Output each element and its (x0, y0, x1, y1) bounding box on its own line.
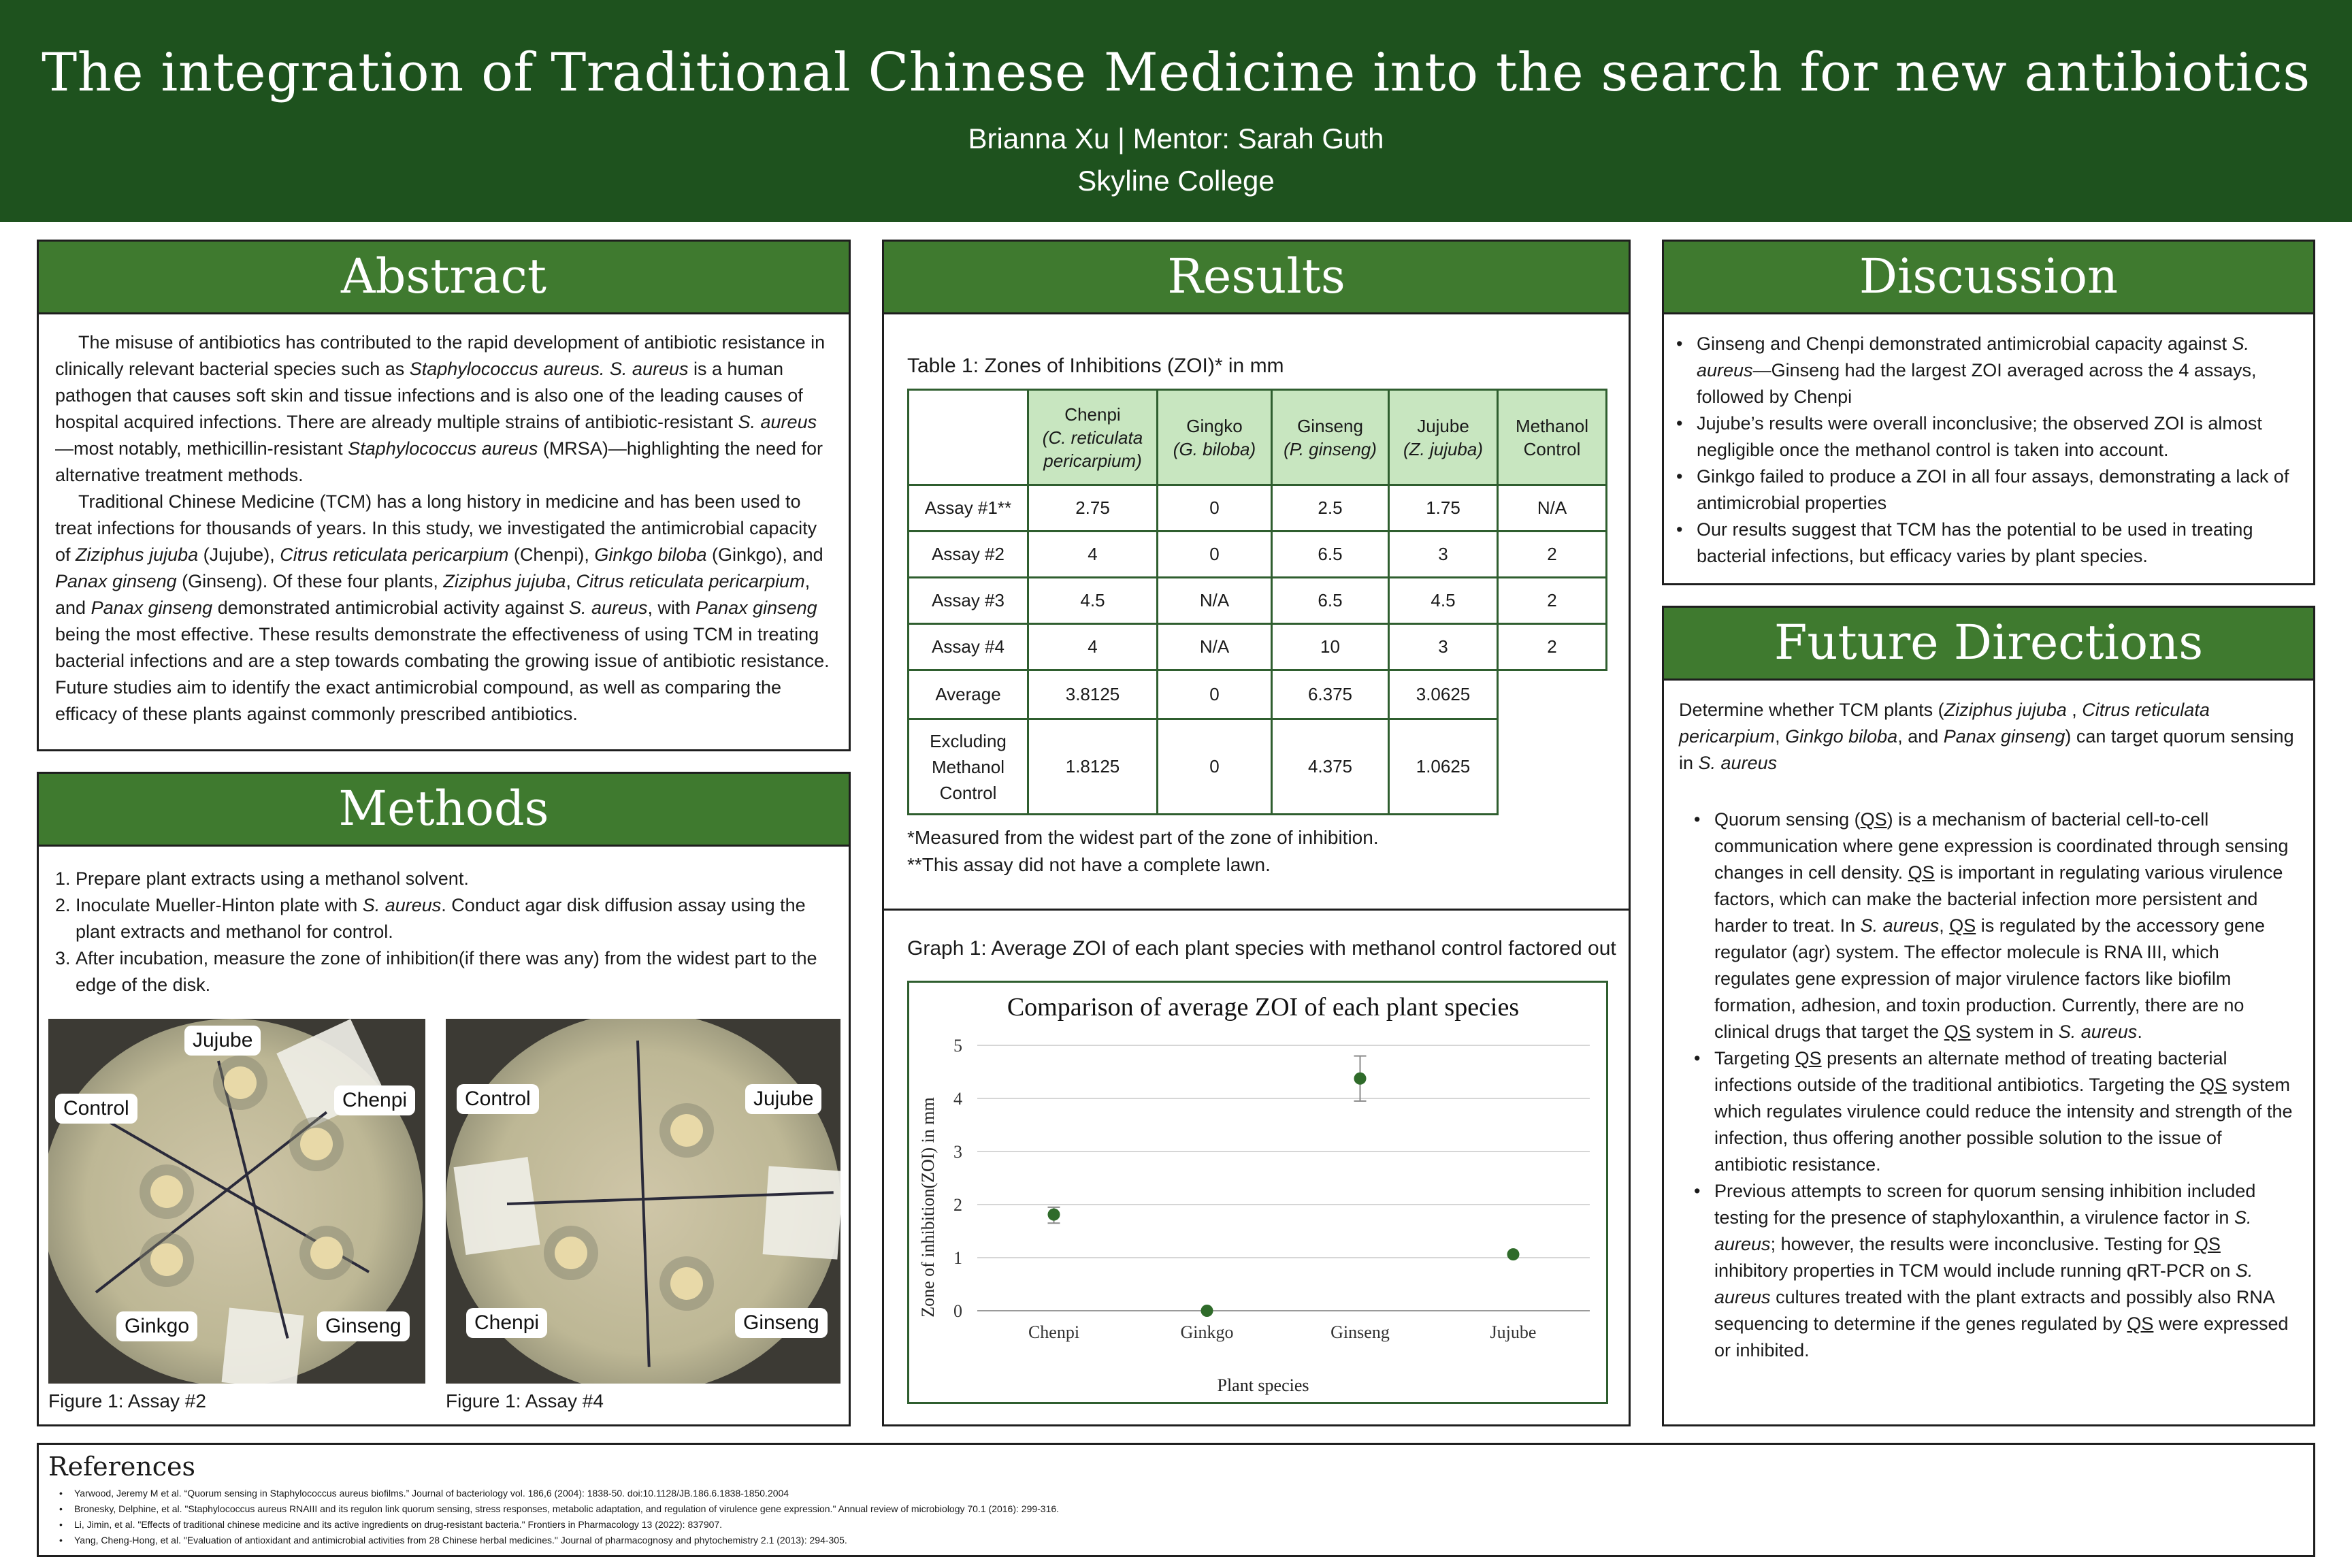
label-control: Control (457, 1084, 539, 1114)
chart-y-tick-label: 3 (953, 1142, 962, 1162)
discussion-panel (1662, 240, 2315, 585)
table-footnote-2: **This assay did not have a complete lawn. (907, 854, 1271, 875)
chart-y-tick-label: 5 (953, 1036, 962, 1056)
list-item: • Our results suggest that TCM has the potential to be used in treating bacterial infections, but efficacy varies by plant species. (1673, 517, 2298, 570)
results-heading: Results (884, 242, 1629, 314)
table-row: Excluding Methanol Control 1.8125 0 4.375 1.0625 (909, 719, 1607, 815)
chart-x-tick-label: Ginseng (1330, 1322, 1390, 1342)
poster-title: The integration of Traditional Chinese Medicine into the search for new antibiotics (42, 42, 2310, 103)
label-ginkgo: Ginkgo (116, 1311, 197, 1341)
future-directions-heading: Future Directions (1664, 608, 2313, 681)
table-row: Assay #2 4 0 6.5 3 2 (909, 532, 1607, 578)
list-item: • Targeting QS presents an alternate method of treating bacterial infections outside of the traditional antibiotics. Targeting the QS system which regulates virulence could reduce the intensity and strength of the infection, thus offering another possible solution to the issue of antibiotic resistance. (1691, 1045, 2297, 1178)
label-jujube: Jujube (184, 1026, 261, 1056)
methods-panel (37, 772, 851, 1426)
label-chenpi: Chenpi (466, 1308, 547, 1338)
methods-step: 3. After incubation, measure the zone of inhibition(if there was any) from the widest part to the edge of the disk. (55, 948, 817, 995)
discussion-heading: Discussion (1664, 242, 2313, 314)
chart-y-tick-label: 4 (953, 1089, 962, 1109)
figure-caption-assay-4: Figure 1: Assay #4 (446, 1390, 604, 1411)
chart-y-tick-label: 2 (953, 1195, 962, 1215)
reference-item: • Yarwood, Jeremy M et al. “Quorum sensing in Staphylococcus aureus biofilms.” Journal of bacteriology vol. 186,6 (2004): 1838-50. doi:10.1128/JB.186.6.1838-1850.2004 (59, 1486, 2313, 1501)
future-directions-panel (1662, 606, 2315, 1426)
table-header-row (909, 390, 1607, 485)
list-item: • Jujube’s results were overall inconclusive; the observed ZOI is almost negligible once the methanol control is taken into account. (1673, 410, 2298, 463)
chart-title: Comparison of average ZOI of each plant species (1007, 993, 1520, 1022)
methods-step: 2. Inoculate Mueller-Hinton plate with S. aureus. Conduct agar disk diffusion assay using the plant extracts and methanol for control. (55, 895, 806, 942)
reference-item: • Li, Jimin, et al. "Effects of traditional chinese medicine and its active ingredients on drug-resistant bacteria." Frontiers in Pharmacology 13 (2022): 837907. (59, 1517, 2313, 1533)
table-row: Assay #4 4 N/A 10 3 2 (909, 624, 1607, 670)
results-divider (884, 909, 1629, 911)
methods-steps (39, 847, 849, 998)
list-item: • Previous attempts to screen for quorum sensing inhibition included testing for the presence of staphyloxanthin, a virulence factor in S. aureus; however, the results were inconclusive. Testing for QS inhibitory properties in TCM would include running qRT-PCR on S. aureus cultures treated with the plant extracts and possibly also RNA sequencing to determine if the genes regulated by QS were expressed or inhibited. (1691, 1178, 2297, 1364)
label-jujube: Jujube (745, 1084, 821, 1114)
chart-x-label: Plant species (1217, 1375, 1309, 1395)
list-item: • Ginkgo failed to produce a ZOI in all four assays, demonstrating a lack of antimicrobial properties (1673, 463, 2298, 517)
graph-title: Graph 1: Average ZOI of each plant species with methanol control factored out (907, 937, 1616, 960)
chart-x-tick-label: Jujube (1490, 1322, 1537, 1342)
chart-point-chenpi (1048, 1209, 1060, 1221)
column-header: Jujube (Z. jujuba) (1389, 390, 1498, 485)
zoi-chart (907, 981, 1608, 1404)
table-corner (909, 390, 1028, 485)
label-ginseng: Ginseng (735, 1308, 828, 1338)
assay-2-photo (48, 1019, 425, 1384)
chart-y-tick-label: 1 (953, 1248, 962, 1268)
assay-4-photo (446, 1019, 840, 1384)
results-panel (882, 240, 1631, 1426)
label-ginseng: Ginseng (317, 1311, 410, 1341)
figure-caption-assay-2: Figure 1: Assay #2 (48, 1390, 206, 1411)
column-header: Gingko (G. biloba) (1158, 390, 1272, 485)
column-header: Methanol Control (1498, 390, 1607, 485)
reference-item: • Bronesky, Delphine, et al. "Staphylococcus aureus RNAIII and its regulon link quorum sensing, stress responses, metabolic adaptation, and regulation of virulence gene expression." Annual review of microbiology 70.1 (2016): 299-316. (59, 1501, 2313, 1517)
list-item: • Ginseng and Chenpi demonstrated antimicrobial capacity against S. aureus—Ginseng had the largest ZOI averaged across the 4 assays, followed by Chenpi (1673, 331, 2298, 410)
label-control: Control (55, 1094, 137, 1124)
label-chenpi: Chenpi (334, 1085, 415, 1115)
table-row: Average 3.8125 0 6.375 3.0625 (909, 670, 1607, 719)
reference-item: • Yang, Cheng-Hong, et al. "Evaluation of antioxidant and antimicrobial activities from 28 Chinese herbal medicines." Journal of pharmacognosy and phytochemistry 2.1 (2013): 294-305. (59, 1533, 2313, 1548)
table-title: Table 1: Zones of Inhibitions (ZOI)* in mm (907, 355, 1284, 377)
future-intro: Determine whether TCM plants (Ziziphus jujuba , Citrus reticulata pericarpium, Ginkgo biloba, and Panax ginseng) can target quorum sensing in S. aureus (1679, 700, 2294, 773)
abstract-body (39, 314, 849, 728)
references-list (39, 1482, 2313, 1548)
table-row: Assay #1** 2.75 0 2.5 1.75 N/A (909, 485, 1607, 532)
chart-x-tick-label: Ginkgo (1180, 1322, 1234, 1342)
column-header: Chenpi (C. reticulata pericarpium) (1028, 390, 1158, 485)
zoi-table (907, 389, 1607, 815)
methods-heading: Methods (39, 774, 849, 847)
chart-point-ginkgo (1201, 1305, 1213, 1317)
abstract-panel (37, 240, 851, 751)
zoi-chart-svg (909, 983, 1606, 1402)
table-footnote-1: *Measured from the widest part of the zone of inhibition. (907, 827, 1379, 848)
references-heading: References (48, 1452, 196, 1482)
chart-y-tick-label: 0 (953, 1301, 962, 1321)
poster-school: Skyline College (1077, 165, 1275, 197)
references-panel (37, 1443, 2315, 1557)
list-item: • Quorum sensing (QS) is a mechanism of bacterial cell-to-cell communication where gene expression is coordinated through sensing changes in cell density. QS is important in regulating various virulence factors, which can make the bacterial infection more persistent and harder to treat. In S. aureus, QS is regulated by the accessory gene regulator (agr) system. The effector molecule is RNA III, which regulates gene expression of major virulence factors like biofilm formation, adhesion, and toxin production. Currently, there are no clinical drugs that target the QS system in S. aureus. (1691, 806, 2297, 1045)
chart-y-label: Zone of inhibition(ZOI) in mm (918, 1097, 938, 1318)
chart-x-tick-label: Chenpi (1028, 1322, 1080, 1342)
abstract-paragraph-2: Traditional Chinese Medicine (TCM) has a long history in medicine and has been used to treat infections for thousands of years. In this study, we investigated the antimicrobial capacity of Ziziphus jujuba (Jujube), Citrus reticulata pericarpium (Chenpi), Ginkgo biloba (Ginkgo), and Panax ginseng (Ginseng). Of these four plants, Ziziphus jujuba, Citrus reticulata pericarpium, and Panax ginseng demonstrated antimicrobial activity against S. aureus, with Panax ginseng being the most effective. These results demonstrate the effectiveness of using TCM in treating bacterial infections and are a step towards combating the growing issue of antibiotic resistance. Future studies aim to identify the exact antimicrobial compound, as well as comparing the efficacy of these plants against commonly prescribed antibiotics. (55, 491, 830, 724)
table-row: Assay #3 4.5 N/A 6.5 4.5 2 (909, 578, 1607, 624)
abstract-paragraph-1: The misuse of antibiotics has contributed to the rapid development of antibiotic resistance in clinically relevant bacterial species such as Staphylococcus aureus. S. aureus is a human pathogen that causes soft skin and tissue infections and is also one of the leading causes of hospital acquired infections. There are already multiple strains of antibiotic-resistant S. aureus—most notably, methicillin-resistant Staphylococcus aureus (MRSA)—highlighting the need for alternative treatment methods. (55, 332, 826, 485)
methods-step: 1. Prepare plant extracts using a methanol solvent. (55, 868, 469, 889)
poster-header (0, 0, 2352, 222)
discussion-list (1664, 314, 2313, 570)
chart-point-ginseng (1354, 1073, 1367, 1085)
abstract-heading: Abstract (39, 242, 849, 314)
column-header: Ginseng (P. ginseng) (1272, 390, 1389, 485)
future-list (1664, 777, 2313, 1364)
poster-authors: Brianna Xu | Mentor: Sarah Guth (968, 122, 1384, 154)
chart-point-jujube (1507, 1248, 1520, 1260)
